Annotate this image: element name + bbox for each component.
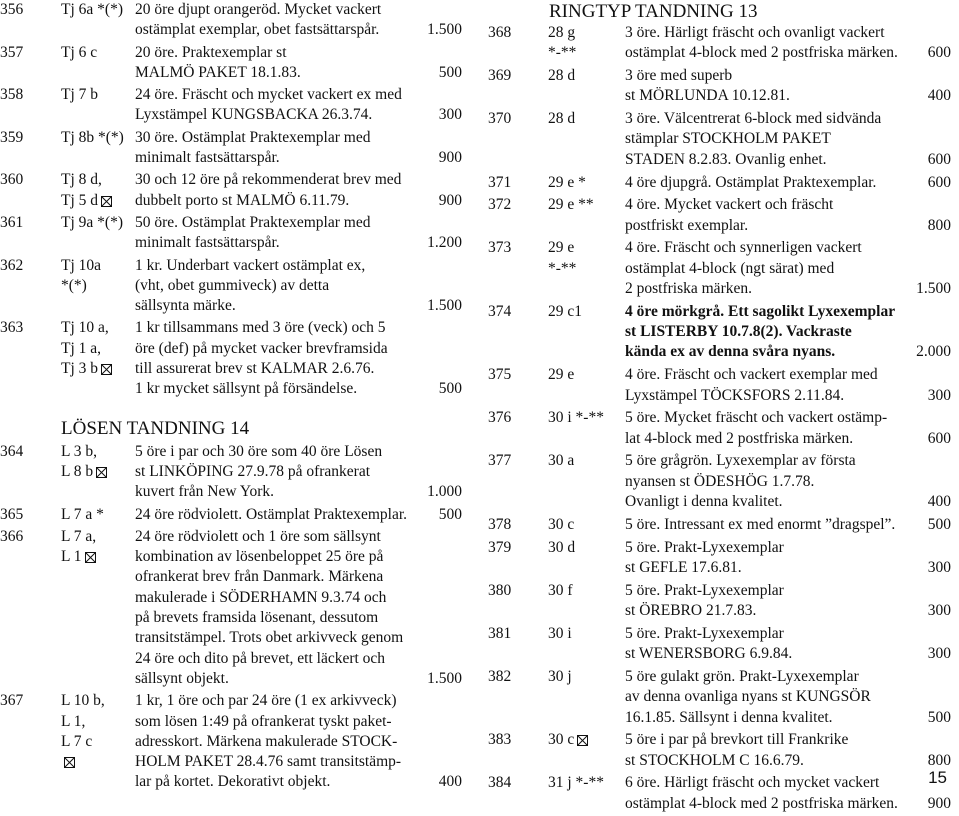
lot-description — [135, 0, 462, 41]
lot-price: 1.500 — [427, 21, 462, 39]
catalog-line: L 1, — [61, 712, 86, 730]
catalog-number — [548, 173, 586, 193]
catalog-line: Tj 9a *(*) — [61, 213, 123, 231]
lot-price: 500 — [927, 515, 951, 533]
right-column — [488, 0, 958, 816]
description-line: 24 öre rödviolett och 1 öre som sällsynt — [135, 527, 381, 545]
lot-price: 1.500 — [916, 280, 951, 298]
catalog-line: Tj 8 d, — [61, 171, 102, 189]
description-line: på brevets framsida lösenant, dessutom — [135, 609, 379, 627]
catalog-number — [548, 23, 576, 64]
lot-entry — [488, 23, 958, 64]
catalog-line: Tj 6 c — [61, 43, 98, 61]
lot-number: 365 — [0, 505, 24, 523]
description-line: 20 öre djupt orangeröd. Mycket vackert — [135, 1, 382, 18]
description-line: minimalt fastsättarspår. 1.200 — [135, 233, 462, 253]
lot-description — [625, 109, 951, 170]
lot-number: 375 — [488, 366, 512, 384]
lot-number: 371 — [488, 173, 512, 191]
lot-entry — [488, 515, 958, 535]
catalog-line: 28 d — [548, 110, 576, 128]
lot-description — [135, 442, 462, 503]
catalog-number — [548, 238, 576, 279]
lot-entry — [488, 408, 958, 449]
section-title-losen: LÖSEN TANDNING 14 — [61, 417, 250, 439]
description-line: 4 öre mörkgrå. Ett sagolikt Lyxexemplar — [625, 302, 896, 320]
catalog-line: Tj 10 a, — [61, 319, 109, 337]
catalog-number — [61, 442, 107, 483]
lot-entry — [488, 538, 958, 579]
catalog-line: *-** — [548, 259, 577, 277]
catalog-number — [548, 515, 574, 535]
lot-price: 1.500 — [427, 669, 462, 687]
description-line: adresskort. Märkena makulerade STOCK- — [135, 732, 398, 750]
catalog-number — [61, 170, 112, 211]
description-line: sällsynt objekt. 1.500 — [135, 669, 462, 689]
lot-description — [135, 691, 462, 792]
lot-entry — [488, 451, 958, 512]
catalog-line: Tj 6a *(*) — [61, 1, 123, 18]
catalog-line: 28 d — [548, 67, 576, 85]
lot-entry — [488, 773, 958, 814]
description-line: 24 öre och dito på brevet, ett läckert och — [135, 649, 386, 667]
lot-number: 367 — [0, 692, 24, 710]
catalog-line: L 7 a, — [61, 527, 97, 545]
lot-entry — [0, 318, 462, 399]
lot-number: 364 — [0, 442, 24, 460]
lot-entry — [0, 256, 462, 317]
lot-number: 383 — [488, 731, 512, 749]
lot-price: 900 — [438, 149, 462, 167]
lot-price: 900 — [438, 191, 462, 209]
catalog-line: Tj 1 a, — [61, 339, 102, 357]
description-line: 50 öre. Ostämplat Praktexemplar med — [135, 213, 371, 231]
lot-entry — [0, 0, 462, 41]
description-line: kända ex av denna svåra nyans. 2.000 — [625, 342, 951, 362]
lot-price: 300 — [927, 602, 951, 620]
catalog-number — [61, 0, 123, 20]
catalog-line: Tj 3 b — [61, 360, 99, 378]
lot-description — [625, 538, 951, 579]
description-line: st ÖREBRO 21.7.83. 300 — [625, 601, 951, 621]
catalog-line: 30 i — [548, 624, 572, 642]
lot-description — [625, 624, 951, 665]
catalog-line: L 3 b, — [61, 442, 98, 460]
lot-price: 600 — [927, 150, 951, 168]
lot-description — [135, 85, 462, 126]
catalog-line: 29 e ** — [548, 196, 594, 214]
lot-number: 381 — [488, 624, 512, 642]
lot-price: 400 — [927, 87, 951, 105]
lot-price: 600 — [927, 44, 951, 62]
description-line: st STOCKHOLM C 16.6.79. 800 — [625, 751, 951, 771]
lot-number: 374 — [488, 302, 512, 320]
description-line: 1 kr. Underbart vackert ostämplat ex, — [135, 256, 366, 274]
lot-description — [625, 195, 951, 236]
catalog-number — [548, 624, 572, 644]
lot-description — [625, 515, 951, 535]
lot-price: 2.000 — [916, 343, 951, 361]
description-line: transitstämpel. Trots obet arkivveck genom — [135, 629, 404, 647]
lot-price: 600 — [927, 173, 951, 191]
lot-list-tj — [0, 0, 462, 400]
lot-entry — [0, 85, 462, 126]
description-line: (vht, obet gummiveck) av detta — [135, 276, 330, 294]
catalog-number — [548, 773, 604, 793]
lot-price: 900 — [927, 794, 951, 812]
lot-price: 500 — [438, 63, 462, 81]
catalog-number — [61, 318, 112, 379]
description-line: 16.1.85. Sällsynt i denna kvalitet. 500 — [625, 708, 951, 728]
description-line: 5 öre. Mycket fräscht och vackert ostämp- — [625, 409, 888, 427]
lot-description — [135, 170, 462, 211]
lot-description — [625, 451, 951, 512]
description-line: st LISTERBY 10.7.8(2). Vackraste — [625, 323, 852, 341]
lot-entry — [488, 730, 958, 771]
lot-description — [135, 128, 462, 169]
catalog-line: 30 j — [548, 667, 572, 685]
description-line: lar på kortet. Dekorativt objekt. 400 — [135, 772, 462, 792]
catalog-line: 29 c1 — [548, 302, 583, 320]
lot-list-ringtyp — [488, 23, 958, 814]
lot-entry — [0, 527, 462, 689]
description-line: 5 öre i par och 30 öre som 40 öre Lösen — [135, 442, 383, 460]
lot-list-losen — [0, 442, 462, 793]
catalog-line: 30 a — [548, 452, 575, 470]
lot-price: 300 — [927, 645, 951, 663]
description-line: Ovanligt i denna kvalitet. 400 — [625, 492, 951, 512]
lot-description — [625, 238, 951, 299]
lot-number: 357 — [0, 43, 24, 61]
lot-description — [625, 365, 951, 406]
description-line: som lösen 1:49 på ofrankerat tyskt paket- — [135, 712, 392, 730]
lot-price: 300 — [927, 558, 951, 576]
catalog-number — [61, 43, 97, 63]
description-line: stämplar STOCKHOLM PAKET — [625, 130, 831, 148]
lot-number: 360 — [0, 171, 24, 189]
lot-number: 382 — [488, 667, 512, 685]
description-line: st GEFLE 17.6.81. 300 — [625, 558, 951, 578]
lot-entry — [0, 128, 462, 169]
lot-number: 358 — [0, 86, 24, 104]
lot-number: 363 — [0, 319, 24, 337]
description-line: 4 öre djupgrå. Ostämplat Praktexemplar. 600 — [625, 173, 951, 193]
catalog-number — [548, 538, 575, 558]
lot-price: 500 — [438, 380, 462, 398]
page-number: 15 — [928, 768, 947, 787]
description-line: MALMÖ PAKET 18.1.83. 500 — [135, 63, 462, 83]
description-line: makulerade i SÖDERHAMN 9.3.74 och — [135, 588, 387, 606]
description-line: STADEN 8.2.83. Ovanlig enhet. 600 — [625, 150, 951, 170]
catalog-line: Tj 10a — [61, 256, 102, 274]
catalog-line: L 1 — [61, 548, 82, 566]
lot-number: 377 — [488, 452, 512, 470]
lot-number: 372 — [488, 196, 512, 214]
catalog-line: 28 g — [548, 24, 576, 41]
cover-envelope-icon — [101, 364, 112, 375]
lot-entry — [488, 195, 958, 236]
catalog-line: 30 i *-** — [548, 409, 604, 427]
description-line: ostämplat 4-block med 2 postfriska märken. 600 — [625, 43, 951, 63]
lot-number: 380 — [488, 581, 512, 599]
cover-envelope-icon — [577, 735, 588, 746]
lot-description — [625, 408, 951, 449]
lot-number: 366 — [0, 527, 24, 545]
lot-entry — [0, 43, 462, 84]
description-line: ofrankerat brev från Danmark. Märkena — [135, 568, 384, 586]
catalog-line: 31 j *-** — [548, 774, 604, 792]
description-line: Lyxstämpel KUNGSBACKA 26.3.74. 300 — [135, 105, 462, 125]
lot-description — [625, 581, 951, 622]
description-line: Lyxstämpel TÖCKSFORS 2.11.84. 300 — [625, 386, 951, 406]
lot-price: 400 — [927, 493, 951, 511]
description-line: sällsynta märke. 1.500 — [135, 296, 462, 316]
description-line: st MÖRLUNDA 10.12.81. 400 — [625, 86, 951, 106]
catalog-line: Tj 8b *(*) — [61, 128, 124, 146]
left-column — [0, 0, 462, 795]
description-line: 4 öre. Fräscht och synnerligen vackert — [625, 239, 862, 257]
lot-number: 384 — [488, 774, 512, 792]
lot-price: 400 — [438, 773, 462, 791]
catalog-line: 30 c — [548, 731, 575, 749]
lot-entry — [488, 365, 958, 406]
catalog-number — [548, 365, 574, 385]
lot-description — [625, 667, 951, 728]
description-line: 24 öre. Fräscht och mycket vackert ex med — [135, 86, 402, 104]
description-line: 5 öre. Intressant ex med enormt ”dragspel”. 500 — [625, 515, 951, 535]
catalog-line: *(*) — [61, 276, 87, 294]
lot-price: 300 — [927, 386, 951, 404]
lot-entry — [488, 667, 958, 728]
description-line: 5 öre. Prakt-Lyxexemplar — [625, 624, 784, 642]
lot-description — [135, 256, 462, 317]
lot-entry — [0, 442, 462, 503]
description-line: av denna ovanliga nyans st KUNGSÖR — [625, 688, 871, 706]
lot-description — [625, 173, 951, 193]
catalog-line: 29 e — [548, 239, 575, 257]
lot-number: 361 — [0, 213, 24, 231]
catalog-line: L 10 b, — [61, 692, 105, 710]
lot-entry — [488, 173, 958, 193]
catalog-number — [61, 213, 123, 233]
lot-description — [135, 527, 462, 689]
lot-number: 359 — [0, 128, 24, 146]
lot-price: 500 — [927, 708, 951, 726]
lot-price: 1.000 — [427, 483, 462, 501]
lot-number: 373 — [488, 239, 512, 257]
lot-price: 600 — [927, 429, 951, 447]
catalog-number — [548, 408, 604, 428]
lot-entry — [488, 581, 958, 622]
lot-entry — [488, 624, 958, 665]
lot-number: 369 — [488, 67, 512, 85]
cover-envelope-icon — [101, 196, 112, 207]
description-line: 5 öre gulakt grön. Prakt-Lyxexemplar — [625, 667, 859, 685]
lot-entry — [0, 213, 462, 254]
catalog-number — [548, 109, 575, 129]
description-line: ostämplat 4-block (ngt särat) med — [625, 259, 835, 277]
lot-number: 378 — [488, 515, 512, 533]
lot-price: 800 — [927, 751, 951, 769]
lot-description — [625, 773, 951, 814]
description-line: 3 öre. Härligt fräscht och ovanligt vackert — [625, 24, 885, 41]
description-line: till assurerat brev st KALMAR 2.6.76. — [135, 360, 375, 378]
description-line: lat 4-block med 2 postfriska märken. 600 — [625, 429, 951, 449]
description-line: kuvert från New York. 1.000 — [135, 482, 462, 502]
catalog-line: L 7 a * — [61, 505, 104, 523]
cover-envelope-icon — [96, 467, 107, 478]
catalog-line: 30 d — [548, 538, 576, 556]
description-line: 1 kr mycket sällsynt på försändelse. 500 — [135, 379, 462, 399]
description-line: ostämplat 4-block med 2 postfriska märken. 900 — [625, 794, 951, 814]
catalog-line: Tj 7 b — [61, 86, 99, 104]
catalog-line: L 8 b — [61, 462, 94, 480]
lot-number: 376 — [488, 409, 512, 427]
catalog-line: 29 e — [548, 366, 575, 384]
catalog-number — [61, 128, 124, 148]
description-line: 5 öre i par på brevkort till Frankrike — [625, 731, 849, 749]
description-line: postfriskt exemplar. 800 — [625, 216, 951, 236]
lot-number: 370 — [488, 110, 512, 128]
catalog-line: *-** — [548, 44, 577, 62]
lot-description — [625, 66, 951, 107]
lot-number: 356 — [0, 1, 24, 18]
catalog-line: L 7 c — [61, 732, 93, 750]
description-line: 5 öre grågrön. Lyxexemplar av första — [625, 452, 856, 470]
lot-entry — [488, 109, 958, 170]
lot-price: 300 — [438, 106, 462, 124]
catalog-number — [548, 66, 575, 86]
cover-envelope-icon — [64, 757, 75, 768]
catalog-number — [548, 451, 574, 471]
description-line: nyansen st ÖDESHÖG 1.7.78. — [625, 472, 815, 490]
section-title-ringtyp: RINGTYP TANDNING 13 — [549, 1, 758, 22]
lot-price: 800 — [927, 216, 951, 234]
lot-price: 1.200 — [427, 234, 462, 252]
description-line: st LINKÖPING 27.9.78 på ofrankerat — [135, 462, 371, 480]
description-line: minimalt fastsättarspår. 900 — [135, 148, 462, 168]
lot-entry — [0, 505, 462, 525]
description-line: öre (def) på mycket vacker brevframsida — [135, 339, 388, 357]
cover-envelope-icon — [85, 552, 96, 563]
catalog-line: 30 f — [548, 581, 573, 599]
description-line: 20 öre. Praktexemplar st — [135, 43, 287, 61]
lot-price: 1.500 — [427, 297, 462, 315]
description-line: 4 öre. Mycket vackert och fräscht — [625, 196, 834, 214]
lot-number: 362 — [0, 256, 24, 274]
lot-price: 500 — [438, 505, 462, 523]
catalog-number — [61, 256, 101, 297]
catalog-number — [61, 85, 98, 105]
catalog-number — [61, 527, 96, 568]
description-line: 3 öre med superb — [625, 67, 733, 85]
description-line: 30 och 12 öre på rekommenderat brev med — [135, 171, 402, 189]
description-line: 30 öre. Ostämplat Praktexemplar med — [135, 128, 371, 146]
catalog-number — [61, 505, 104, 525]
catalog-number — [548, 667, 572, 687]
description-line: ostämplat exemplar, obet fastsättarspår. 1.500 — [135, 20, 462, 40]
catalog-number — [61, 691, 105, 772]
description-line: 5 öre. Prakt-Lyxexemplar — [625, 538, 784, 556]
description-line: 1 kr, 1 öre och par 24 öre (1 ex arkivveck) — [135, 692, 397, 710]
catalog-number — [548, 581, 573, 601]
catalog-line: Tj 5 d — [61, 191, 99, 209]
catalog-number — [548, 195, 594, 215]
lot-description — [135, 213, 462, 254]
catalog-number — [548, 730, 588, 750]
catalog-line: 29 e * — [548, 173, 586, 191]
description-line: 24 öre rödviolett. Ostämplat Praktexemplar. 500 — [135, 505, 462, 525]
lot-description — [625, 23, 951, 64]
lot-entry — [0, 691, 462, 793]
lot-entry — [488, 66, 958, 107]
description-line: 4 öre. Fräscht och vackert exemplar med — [625, 366, 878, 384]
description-line: 2 postfriska märken. 1.500 — [625, 279, 951, 299]
lot-description — [135, 505, 462, 525]
lot-description — [625, 730, 951, 771]
description-line: st WENERSBORG 6.9.84. 300 — [625, 644, 951, 664]
lot-entry — [488, 238, 958, 299]
lot-entry — [0, 170, 462, 211]
description-line: 1 kr tillsammans med 3 öre (veck) och 5 — [135, 319, 386, 337]
lot-description — [135, 318, 462, 399]
lot-number: 368 — [488, 24, 512, 41]
lot-description — [135, 43, 462, 84]
description-line: 6 öre. Härligt fräscht och mycket vackert — [625, 774, 880, 792]
description-line: 3 öre. Välcentrerat 6-block med sidvända — [625, 110, 882, 128]
lot-entry — [488, 302, 958, 363]
lot-description — [625, 302, 951, 363]
description-line: 5 öre. Prakt-Lyxexemplar — [625, 581, 784, 599]
catalog-line: 30 c — [548, 515, 575, 533]
lot-number: 379 — [488, 538, 512, 556]
description-line: kombination av lösenbeloppet 25 öre på — [135, 548, 384, 566]
description-line: HOLM PAKET 28.4.76 samt transitstämp- — [135, 753, 402, 771]
catalog-number — [548, 302, 582, 322]
description-line: dubbelt porto st MALMÖ 6.11.79. 900 — [135, 191, 462, 211]
